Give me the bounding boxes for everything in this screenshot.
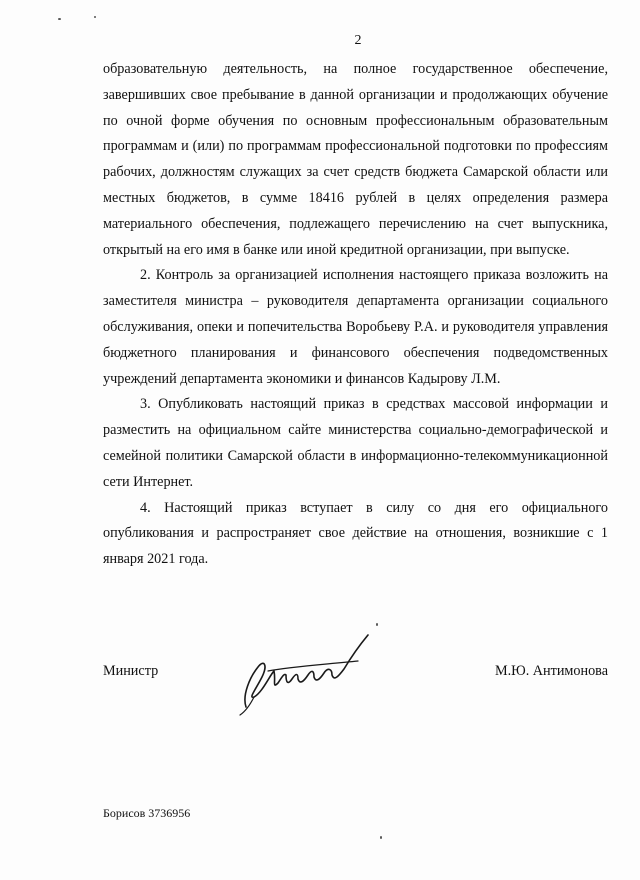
- scan-speck: [94, 16, 96, 18]
- paragraph-item-2: 2. Контроль за организацией исполнения настоящего приказа возложить на заместителя министра – руководителя департамента организации социального обслуживания, опеки и попечительства Воробьеву Р.А. и руководителя управления бюджетного планирования и финансового обеспечения подведомственных учреждений департамента экономики и финансов Кадырову Л.М.: [103, 267, 608, 387]
- signatory-name: М.Ю. Антимонова: [494, 663, 608, 679]
- handwritten-signature: [228, 625, 378, 717]
- paragraph-continuation: образовательную деятельность, на полное государственное обеспечение, завершивших свое пребывание в данной организации и продолжающих обучение по очной форме обучения по основным профессиональным образовательным программам и (или) по программам профессиональной подготовки по профессиям рабочих, должностям служащих за счет средств бюджета Самарской области или местных бюджетов, в сумме 18416 рублей в целях определения размера материального обеспечения, подлежащего перечислению на счет выпускника, открытый на его имя в банке или иной кредитной организации, при выпуске.: [103, 61, 608, 258]
- document-body: [103, 57, 608, 573]
- scan-speck: [380, 836, 382, 839]
- scan-speck: [376, 623, 378, 626]
- signatory-position: Министр: [103, 663, 159, 679]
- executor-footer: Борисов 3736956: [103, 806, 191, 820]
- paragraph-item-4: 4. Настоящий приказ вступает в силу со дня его официального опубликования и распространяет свое действие на отношения, возникшие с 1 января 2021 года.: [103, 499, 608, 568]
- paragraph-item-3: 3. Опубликовать настоящий приказ в средствах массовой информации и разместить на официальном сайте министерства социально-демографической и семейной политики Самарской области в информационно-телекоммуникационной сети Интернет.: [103, 396, 608, 490]
- page-number: 2: [354, 33, 362, 48]
- scan-speck: [58, 18, 61, 20]
